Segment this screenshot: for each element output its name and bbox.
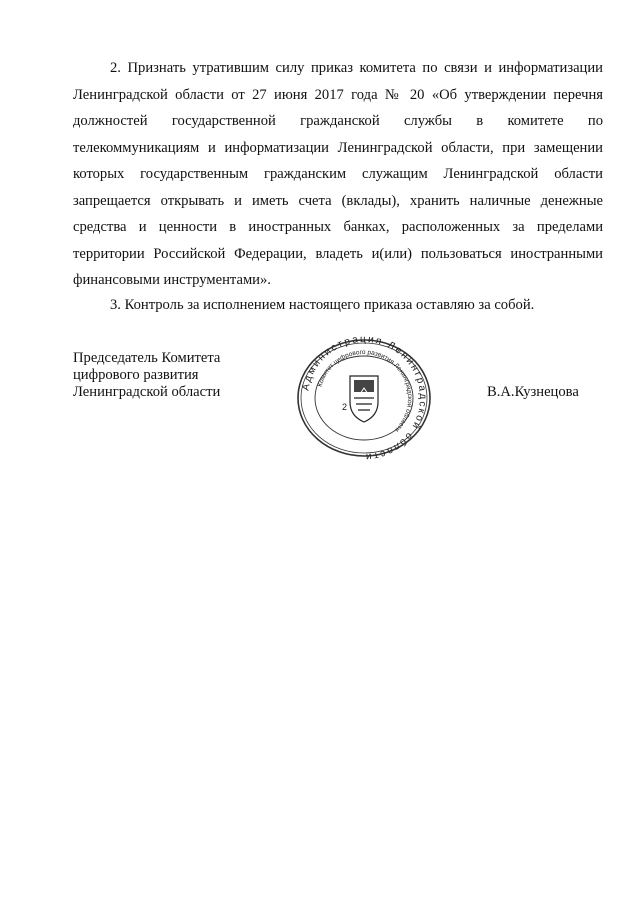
seal-inner-text: Комитет цифрового развития Ленинградской области bbox=[316, 348, 414, 434]
coat-of-arms-icon bbox=[350, 376, 378, 422]
seal-number: 2 bbox=[342, 402, 348, 412]
official-seal bbox=[294, 333, 434, 463]
position-line-1: Председатель Комитета bbox=[73, 350, 221, 366]
seal-outer-text: Администрация Ленинградской области bbox=[300, 333, 429, 463]
signatory-position bbox=[73, 350, 220, 401]
paragraph-3: 3. Контроль за исполнением настоящего приказа оставляю за собой. bbox=[110, 297, 535, 313]
position-line-3: Ленинградской области bbox=[73, 384, 221, 400]
signer-name: В.А.Кузнецова bbox=[487, 384, 579, 400]
seal-icon bbox=[294, 333, 434, 463]
position-line-2: цифрового развития bbox=[73, 367, 199, 383]
paragraph-2: 2. Признать утратившим силу приказ комитета по связи и информатизации Ленинградской области от 27 июня 2017 года № 20 «Об утверждении перечня должностей государственной гражданской службы в комитете по телекоммуникациям и информатизации Ленинградской области, при замещении которых государственным гражданским служащим Ленинградской области запрещается открывать и иметь счета (вклады), хранить наличные денежные средства и ценности в иностранных банках, расположенных за пределами территории Российской Федерации, владеть и(или) пользоваться иностранными финансовыми инструментами». bbox=[73, 60, 603, 288]
